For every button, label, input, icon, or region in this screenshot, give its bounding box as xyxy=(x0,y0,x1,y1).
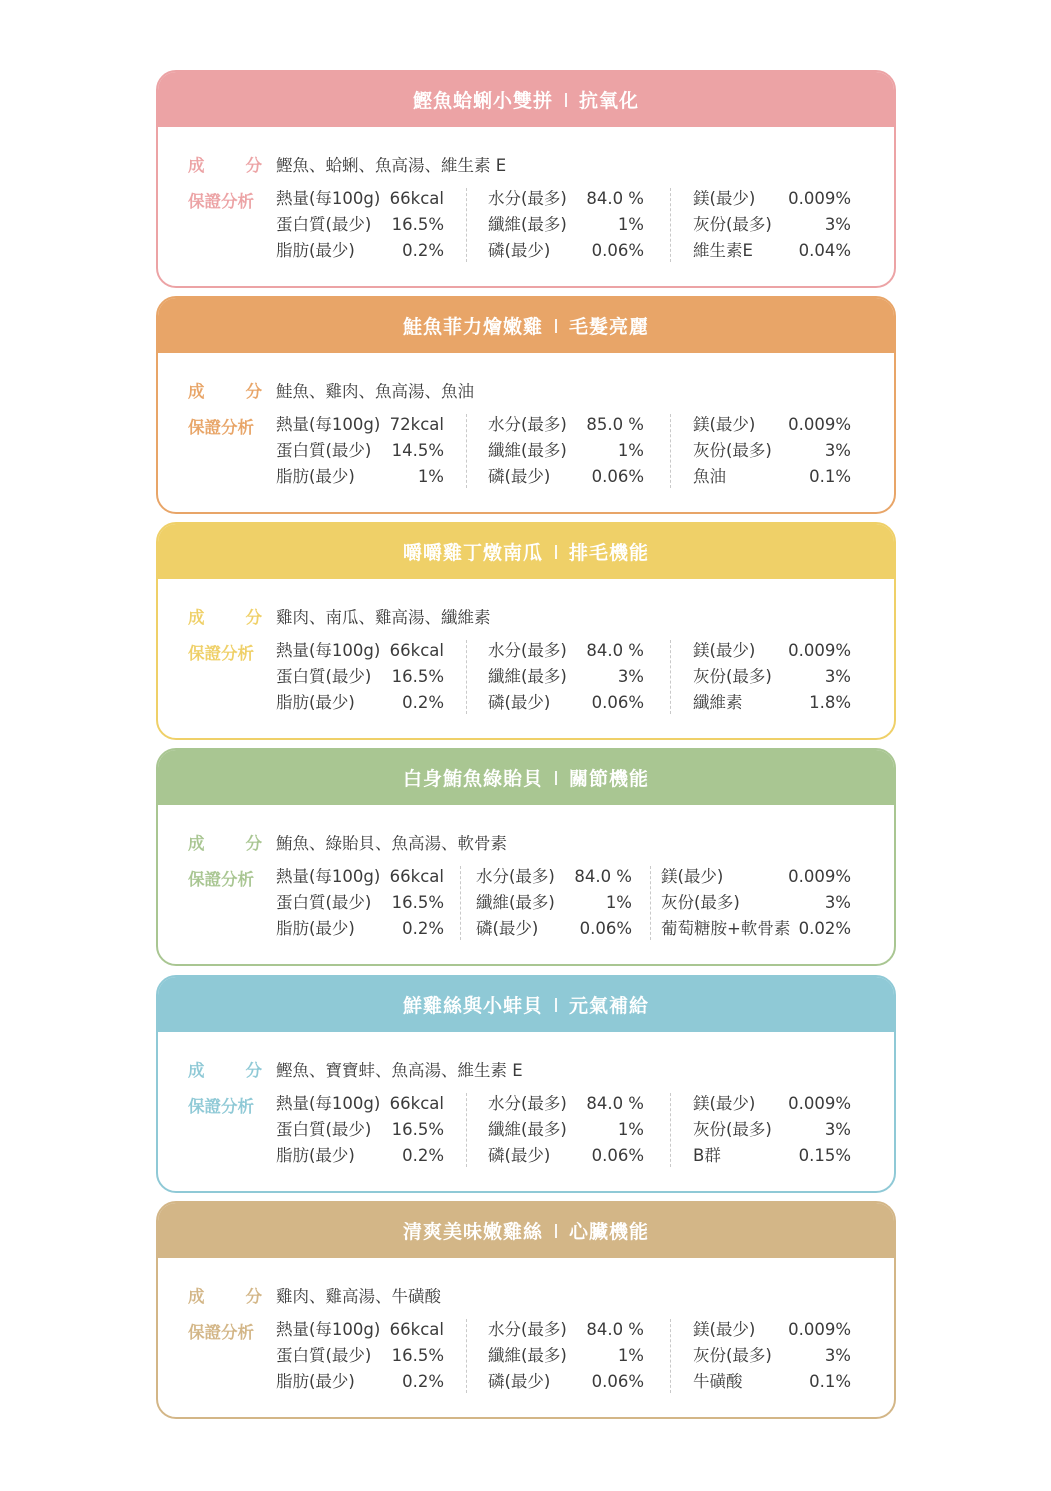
nutrient-value: 0.1% xyxy=(809,467,851,486)
nutrient-label: 灰份(最多) xyxy=(661,893,740,912)
column-divider xyxy=(466,640,467,714)
card-subtitle: 抗氧化 xyxy=(579,90,640,112)
column-divider xyxy=(670,188,671,262)
nutrient-value: 66kcal xyxy=(389,1094,444,1113)
nutrient-value: 0.1% xyxy=(809,1372,851,1391)
ingredients-row xyxy=(188,1057,523,1081)
analysis-row xyxy=(693,238,851,264)
nutrient-label: 磷(最少) xyxy=(488,693,551,712)
nutrient-label: 蛋白質(最少) xyxy=(276,1120,372,1139)
nutrient-value: 1% xyxy=(617,215,644,234)
product-card xyxy=(156,1201,896,1419)
nutrient-label: 水分(最多) xyxy=(476,867,555,886)
analysis-label: 保證分析 xyxy=(188,192,254,211)
nutrient-value: 0.06% xyxy=(591,467,644,486)
column-divider xyxy=(670,1093,671,1167)
product-card xyxy=(156,70,896,288)
analysis-row xyxy=(488,212,644,238)
nutrient-label: 脂肪(最少) xyxy=(276,693,355,712)
ingredients-label: 成 分 xyxy=(188,382,262,401)
ingredients-text: 雞肉、雞高湯、牛磺酸 xyxy=(276,1287,441,1306)
nutrient-value: 0.009% xyxy=(788,641,851,660)
nutrient-value: 0.2% xyxy=(402,1372,444,1391)
nutrient-label: 纖維(最多) xyxy=(488,441,567,460)
nutrient-label: 熱量(每100g) xyxy=(276,867,381,886)
ingredients-label: 成 分 xyxy=(188,1061,262,1080)
analysis-row xyxy=(276,638,444,664)
analysis-row xyxy=(276,1143,444,1169)
card-header xyxy=(158,72,894,127)
nutrient-value: 0.06% xyxy=(591,693,644,712)
ingredients-text: 雞肉、南瓜、雞高湯、纖維素 xyxy=(276,608,491,627)
analysis-row xyxy=(276,916,444,942)
nutrient-value: 66kcal xyxy=(389,1320,444,1339)
analysis-row xyxy=(693,1369,851,1395)
analysis-row xyxy=(488,690,644,716)
analysis-row xyxy=(488,1117,644,1143)
nutrient-value: 0.2% xyxy=(402,1146,444,1165)
nutrient-label: 纖維(最多) xyxy=(488,215,567,234)
card-subtitle: 元氣補給 xyxy=(569,995,650,1017)
analysis-row xyxy=(693,638,851,664)
nutrient-label: 水分(最多) xyxy=(488,415,567,434)
ingredients-label: 成 分 xyxy=(188,156,262,175)
card-subtitle: 關節機能 xyxy=(569,768,650,790)
title-separator xyxy=(555,998,557,1012)
nutrient-label: B群 xyxy=(693,1146,721,1165)
nutrient-label: 鎂(最少) xyxy=(693,641,756,660)
nutrient-value: 0.02% xyxy=(798,919,851,938)
analysis-row xyxy=(276,1117,444,1143)
ingredients-row xyxy=(188,378,474,402)
analysis-row xyxy=(693,690,851,716)
nutrient-value: 0.009% xyxy=(788,415,851,434)
title-separator xyxy=(555,1224,557,1238)
analysis-row xyxy=(276,1369,444,1395)
nutrient-value: 84.0 % xyxy=(586,189,644,208)
column-divider xyxy=(670,640,671,714)
nutrient-label: 磷(最少) xyxy=(488,241,551,260)
nutrient-value: 66kcal xyxy=(389,641,444,660)
analysis-row xyxy=(693,412,851,438)
nutrient-value: 84.0 % xyxy=(574,867,632,886)
nutrient-value: 3% xyxy=(824,1346,851,1365)
nutrient-label: 熱量(每100g) xyxy=(276,1320,381,1339)
ingredients-text: 鰹魚、蛤蜊、魚高湯、維生素 E xyxy=(276,156,507,175)
analysis-column-3 xyxy=(693,1317,851,1395)
nutrient-value: 0.04% xyxy=(798,241,851,260)
analysis-row xyxy=(488,438,644,464)
analysis-label: 保證分析 xyxy=(188,1097,254,1116)
analysis-column-3 xyxy=(693,1091,851,1169)
nutrient-value: 16.5% xyxy=(391,893,444,912)
nutrient-value: 16.5% xyxy=(391,667,444,686)
nutrient-label: 熱量(每100g) xyxy=(276,641,381,660)
nutrient-label: 灰份(最多) xyxy=(693,667,772,686)
analysis-row xyxy=(693,464,851,490)
analysis-row xyxy=(476,916,632,942)
nutrient-label: 灰份(最多) xyxy=(693,1346,772,1365)
analysis-column-3 xyxy=(693,412,851,490)
analysis-row xyxy=(693,438,851,464)
analysis-row xyxy=(488,1143,644,1169)
ingredients-row xyxy=(188,152,506,176)
card-title: 清爽美味嫩雞絲 xyxy=(402,1221,543,1243)
analysis-row xyxy=(276,186,444,212)
analysis-row xyxy=(488,664,644,690)
nutrient-value: 0.009% xyxy=(788,189,851,208)
analysis-row xyxy=(488,1091,644,1117)
column-divider xyxy=(460,866,461,940)
nutrient-value: 3% xyxy=(824,893,851,912)
nutrient-label: 纖維(最多) xyxy=(488,1346,567,1365)
column-divider xyxy=(466,1093,467,1167)
analysis-row xyxy=(276,664,444,690)
analysis-row xyxy=(661,864,851,890)
analysis-row xyxy=(661,890,851,916)
analysis-row xyxy=(276,438,444,464)
analysis-row xyxy=(693,1143,851,1169)
nutrient-value: 0.06% xyxy=(591,241,644,260)
product-card xyxy=(156,296,896,514)
analysis-row xyxy=(276,464,444,490)
analysis-row xyxy=(476,864,632,890)
nutrient-value: 0.009% xyxy=(788,1094,851,1113)
card-header xyxy=(158,977,894,1032)
analysis-column-2 xyxy=(488,1317,644,1395)
nutrient-label: 磷(最少) xyxy=(488,467,551,486)
column-divider xyxy=(650,866,651,940)
nutrient-label: 蛋白質(最少) xyxy=(276,893,372,912)
ingredients-row xyxy=(188,1283,441,1307)
nutrient-value: 84.0 % xyxy=(586,641,644,660)
analysis-column-1 xyxy=(276,186,444,264)
ingredients-row xyxy=(188,830,507,854)
card-subtitle: 心臟機能 xyxy=(569,1221,650,1243)
analysis-row xyxy=(693,1091,851,1117)
nutrient-value: 0.2% xyxy=(402,919,444,938)
nutrient-label: 脂肪(最少) xyxy=(276,919,355,938)
nutrient-label: 魚油 xyxy=(693,467,726,486)
nutrient-label: 鎂(最少) xyxy=(693,189,756,208)
nutrient-value: 1.8% xyxy=(809,693,851,712)
nutrient-label: 鎂(最少) xyxy=(693,1094,756,1113)
nutrient-label: 葡萄糖胺+軟骨素 xyxy=(661,919,791,938)
nutrient-label: 脂肪(最少) xyxy=(276,467,355,486)
analysis-row xyxy=(488,1369,644,1395)
column-divider xyxy=(466,188,467,262)
nutrient-value: 3% xyxy=(617,667,644,686)
nutrient-value: 14.5% xyxy=(391,441,444,460)
nutrient-label: 牛磺酸 xyxy=(693,1372,743,1391)
analysis-column-2 xyxy=(488,638,644,716)
title-separator xyxy=(555,319,557,333)
nutrient-value: 85.0 % xyxy=(586,415,644,434)
nutrient-label: 磷(最少) xyxy=(488,1146,551,1165)
column-divider xyxy=(466,414,467,488)
card-title: 鮭魚菲力燴嫩雞 xyxy=(402,316,543,338)
nutrient-value: 1% xyxy=(605,893,632,912)
analysis-row xyxy=(693,186,851,212)
analysis-row xyxy=(693,212,851,238)
nutrient-value: 66kcal xyxy=(389,189,444,208)
ingredients-label: 成 分 xyxy=(188,1287,262,1306)
nutrient-value: 3% xyxy=(824,441,851,460)
title-separator xyxy=(555,771,557,785)
nutrient-label: 纖維(最多) xyxy=(476,893,555,912)
column-divider xyxy=(670,1319,671,1393)
analysis-column-1 xyxy=(276,638,444,716)
analysis-column-1 xyxy=(276,412,444,490)
analysis-row xyxy=(276,1091,444,1117)
nutrient-label: 熱量(每100g) xyxy=(276,415,381,434)
analysis-row xyxy=(476,890,632,916)
analysis-row xyxy=(276,890,444,916)
card-header xyxy=(158,298,894,353)
analysis-column-2 xyxy=(488,412,644,490)
nutrient-label: 水分(最多) xyxy=(488,189,567,208)
nutrient-label: 維生素E xyxy=(693,241,753,260)
nutrient-label: 水分(最多) xyxy=(488,641,567,660)
nutrient-value: 1% xyxy=(617,441,644,460)
nutrient-value: 1% xyxy=(617,1120,644,1139)
analysis-column-3 xyxy=(693,186,851,264)
nutrient-label: 蛋白質(最少) xyxy=(276,441,372,460)
product-card xyxy=(156,975,896,1193)
ingredients-label: 成 分 xyxy=(188,834,262,853)
card-title: 嚼嚼雞丁燉南瓜 xyxy=(402,542,543,564)
nutrient-value: 0.06% xyxy=(591,1372,644,1391)
nutrient-value: 84.0 % xyxy=(586,1094,644,1113)
nutrient-label: 纖維(最多) xyxy=(488,1120,567,1139)
nutrient-label: 纖維素 xyxy=(693,693,743,712)
analysis-row xyxy=(276,1343,444,1369)
analysis-column-3 xyxy=(661,864,851,942)
card-title: 白身鮪魚綠貽貝 xyxy=(402,768,543,790)
ingredients-label: 成 分 xyxy=(188,608,262,627)
nutrient-value: 3% xyxy=(824,1120,851,1139)
nutrient-label: 纖維(最多) xyxy=(488,667,567,686)
analysis-row xyxy=(488,1317,644,1343)
nutrient-label: 灰份(最多) xyxy=(693,441,772,460)
column-divider xyxy=(466,1319,467,1393)
card-subtitle: 排毛機能 xyxy=(569,542,650,564)
ingredients-text: 鰹魚、寶寶蚌、魚高湯、維生素 E xyxy=(276,1061,523,1080)
nutrient-value: 0.2% xyxy=(402,693,444,712)
title-separator xyxy=(555,545,557,559)
ingredients-text: 鮪魚、綠貽貝、魚高湯、軟骨素 xyxy=(276,834,507,853)
title-separator xyxy=(565,93,567,107)
analysis-column-2 xyxy=(476,864,632,942)
analysis-column-3 xyxy=(693,638,851,716)
nutrient-label: 熱量(每100g) xyxy=(276,189,381,208)
nutrient-value: 16.5% xyxy=(391,215,444,234)
nutrient-label: 水分(最多) xyxy=(488,1094,567,1113)
nutrient-label: 熱量(每100g) xyxy=(276,1094,381,1113)
nutrient-label: 蛋白質(最少) xyxy=(276,1346,372,1365)
nutrient-value: 16.5% xyxy=(391,1346,444,1365)
analysis-row xyxy=(693,1317,851,1343)
nutrient-label: 脂肪(最少) xyxy=(276,241,355,260)
analysis-row xyxy=(488,412,644,438)
analysis-row xyxy=(276,690,444,716)
column-divider xyxy=(670,414,671,488)
nutrient-value: 16.5% xyxy=(391,1120,444,1139)
nutrient-value: 0.06% xyxy=(591,1146,644,1165)
analysis-row xyxy=(276,412,444,438)
card-header xyxy=(158,1203,894,1258)
product-card xyxy=(156,522,896,740)
nutrient-value: 84.0 % xyxy=(586,1320,644,1339)
nutrient-value: 0.2% xyxy=(402,241,444,260)
analysis-row xyxy=(276,212,444,238)
analysis-row xyxy=(276,238,444,264)
nutrient-value: 0.06% xyxy=(579,919,632,938)
analysis-row xyxy=(693,1343,851,1369)
nutrient-value: 3% xyxy=(824,667,851,686)
analysis-label: 保證分析 xyxy=(188,418,254,437)
nutrient-value: 0.009% xyxy=(788,1320,851,1339)
analysis-label: 保證分析 xyxy=(188,644,254,663)
nutrient-label: 鎂(最少) xyxy=(693,415,756,434)
analysis-row xyxy=(488,1343,644,1369)
analysis-label: 保證分析 xyxy=(188,1323,254,1342)
nutrient-value: 66kcal xyxy=(389,867,444,886)
card-title: 鮮雞絲與小蚌貝 xyxy=(402,995,543,1017)
nutrient-label: 蛋白質(最少) xyxy=(276,667,372,686)
analysis-row xyxy=(488,186,644,212)
analysis-row xyxy=(661,916,851,942)
product-card xyxy=(156,748,896,966)
nutrient-value: 1% xyxy=(617,1346,644,1365)
card-header xyxy=(158,524,894,579)
nutrient-value: 0.15% xyxy=(798,1146,851,1165)
analysis-row xyxy=(276,1317,444,1343)
nutrient-label: 水分(最多) xyxy=(488,1320,567,1339)
nutrient-label: 鎂(最少) xyxy=(661,867,724,886)
analysis-row xyxy=(276,864,444,890)
nutrient-label: 灰份(最多) xyxy=(693,215,772,234)
nutrient-value: 3% xyxy=(824,215,851,234)
card-header xyxy=(158,750,894,805)
analysis-row xyxy=(488,464,644,490)
nutrient-label: 灰份(最多) xyxy=(693,1120,772,1139)
nutrient-label: 脂肪(最少) xyxy=(276,1372,355,1391)
nutrient-label: 磷(最少) xyxy=(476,919,539,938)
analysis-column-1 xyxy=(276,864,444,942)
analysis-column-1 xyxy=(276,1317,444,1395)
analysis-column-2 xyxy=(488,186,644,264)
card-subtitle: 毛髮亮麗 xyxy=(569,316,650,338)
nutrient-label: 蛋白質(最少) xyxy=(276,215,372,234)
analysis-row xyxy=(693,1117,851,1143)
analysis-column-2 xyxy=(488,1091,644,1169)
analysis-column-1 xyxy=(276,1091,444,1169)
nutrient-value: 72kcal xyxy=(389,415,444,434)
analysis-row xyxy=(693,664,851,690)
analysis-row xyxy=(488,638,644,664)
ingredients-row xyxy=(188,604,491,628)
card-title: 鰹魚蛤蜊小雙拼 xyxy=(412,90,553,112)
nutrient-label: 磷(最少) xyxy=(488,1372,551,1391)
analysis-label: 保證分析 xyxy=(188,870,254,889)
nutrient-value: 0.009% xyxy=(788,867,851,886)
ingredients-text: 鮭魚、雞肉、魚高湯、魚油 xyxy=(276,382,474,401)
nutrient-label: 鎂(最少) xyxy=(693,1320,756,1339)
nutrient-label: 脂肪(最少) xyxy=(276,1146,355,1165)
nutrient-value: 1% xyxy=(417,467,444,486)
analysis-row xyxy=(488,238,644,264)
